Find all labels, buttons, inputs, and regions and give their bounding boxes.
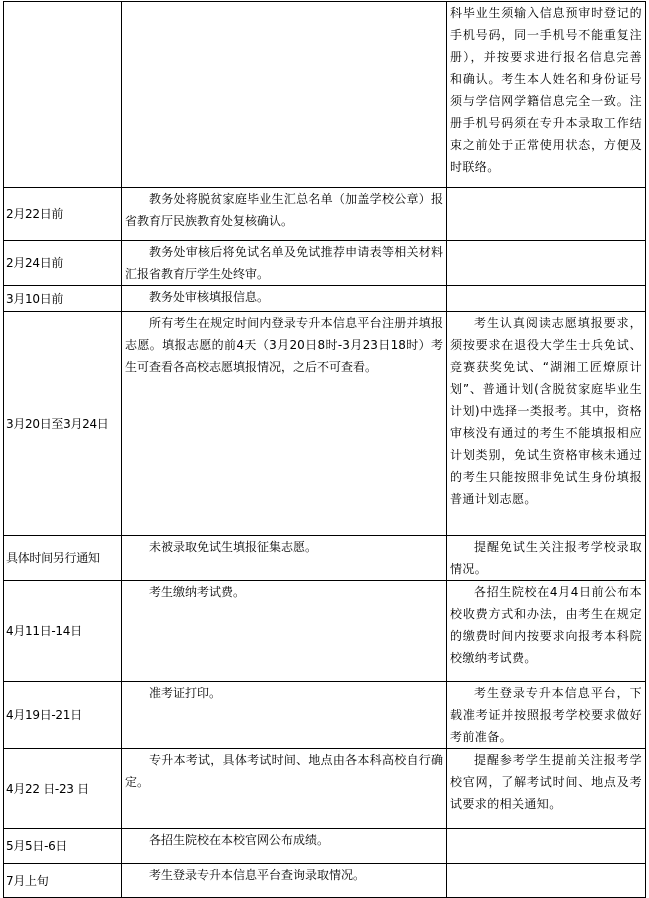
task-cell: 考生缴纳考试费。 (122, 581, 447, 682)
table-row (4, 241, 646, 286)
schedule-table (3, 1, 646, 898)
note-cell: 提醒免试生关注报考学校录取情况。 (447, 536, 646, 581)
note-cell (447, 241, 646, 286)
note-cell: 考生认真阅读志愿填报要求，须按要求在退役大学生士兵免试、竞赛获奖免试、“湖湘工匠燎原计划”、普通计划(含脱贫家庭毕业生计划)中选择一类报考。其中，资格审核没有通过的考生不能填报相应计划类别，免试生资格审核未通过的考生只能按照非免试生身份填报普通计划志愿。 (447, 312, 646, 536)
note-cell: 各招生院校在4月4日前公布本校收费方式和办法，由考生在规定的缴费时间内按要求向报考本科院校缴纳考试费。 (447, 581, 646, 682)
task-cell: 未被录取免试生填报征集志愿。 (122, 536, 447, 581)
note-cell (447, 864, 646, 898)
table-row (4, 286, 646, 312)
task-cell: 准考证打印。 (122, 682, 447, 749)
date-cell: 3月10日前 (4, 286, 122, 312)
task-cell (122, 2, 447, 188)
date-cell: 4月22 日-23 日 (4, 749, 122, 829)
note-cell (447, 188, 646, 241)
task-cell: 教务处审核后将免试名单及免试推荐申请表等相关材料汇报省教育厅学生处终审。 (122, 241, 447, 286)
note-cell: 科毕业生须输入信息预审时登记的手机号码，同一手机号不能重复注册），并按要求进行报名信息完善和确认。考生本人姓名和身份证号须与学信网学籍信息完全一致。注册手机号码须在专升本录取工作结束之前处于正常使用状态，方便及时联络。 (447, 2, 646, 188)
table-row (4, 829, 646, 864)
date-cell: 2月22日前 (4, 188, 122, 241)
task-cell: 所有考生在规定时间内登录专升本信息平台注册并填报志愿。填报志愿的前4天（3月20日8时-3月23日18时）考生可查看各高校志愿填报情况，之后不可查看。 (122, 312, 447, 536)
table-row (4, 188, 646, 241)
table-row (4, 864, 646, 898)
note-cell (447, 286, 646, 312)
note-cell: 提醒参考学生提前关注报考学校官网，了解考试时间、地点及考试要求的相关通知。 (447, 749, 646, 829)
table-row (4, 2, 646, 188)
table-row (4, 312, 646, 536)
note-cell (447, 829, 646, 864)
date-cell: 2月24日前 (4, 241, 122, 286)
task-cell: 教务处审核填报信息。 (122, 286, 447, 312)
date-cell: 3月20日至3月24日 (4, 312, 122, 536)
date-cell: 4月19日-21日 (4, 682, 122, 749)
task-cell: 各招生院校在本校官网公布成绩。 (122, 829, 447, 864)
note-cell: 考生登录专升本信息平台，下载准考证并按照报考学校要求做好考前准备。 (447, 682, 646, 749)
date-cell: 具体时间另行通知 (4, 536, 122, 581)
task-cell: 考生登录专升本信息平台查询录取情况。 (122, 864, 447, 898)
date-cell: 4月11日-14日 (4, 581, 122, 682)
task-cell: 教务处将脱贫家庭毕业生汇总名单（加盖学校公章）报省教育厅民族教育处复核确认。 (122, 188, 447, 241)
date-cell: 7月上旬 (4, 864, 122, 898)
table-row (4, 581, 646, 682)
table-row (4, 536, 646, 581)
date-cell (4, 2, 122, 188)
date-cell: 5月5日-6日 (4, 829, 122, 864)
table-row (4, 749, 646, 829)
table-row (4, 682, 646, 749)
task-cell: 专升本考试，具体考试时间、地点由各本科高校自行确定。 (122, 749, 447, 829)
